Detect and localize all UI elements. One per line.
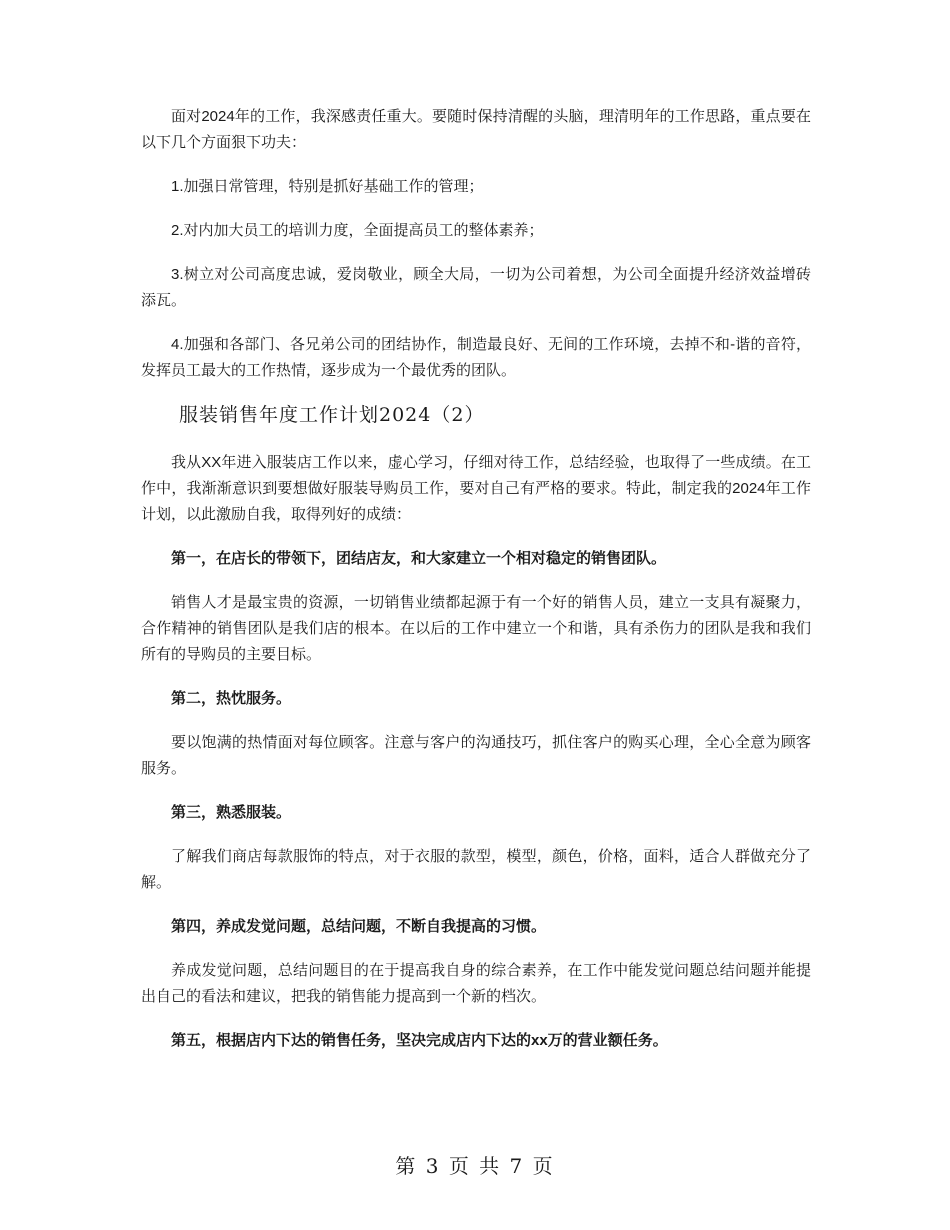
- point-heading-1: 第一，在店长的带领下，团结店友，和大家建立一个相对稳定的销售团队。: [171, 550, 667, 567]
- point-heading-2: 第二，热忱服务。: [171, 690, 292, 707]
- point-body-1: 销售人才是最宝贵的资源，一切销售业绩都起源于有一个好的销售人员，建立一支具有凝聚力，合作精神的销售团队是我们店的根本。在以后的工作中建立一个和谐，具有杀伤力的团队是我和我们所有的导购员的主要目标。: [141, 594, 811, 663]
- point-body-3: 了解我们商店每款服饰的特点，对于衣服的款型，模型，颜色，价格，面料，适合人群做充分了解。: [141, 848, 811, 891]
- page-number-footer: 第 3 页 共 7 页: [395, 1154, 555, 1178]
- paragraph-plan-intro: 我从XX年进入服装店工作以来，虚心学习，仔细对待工作，总结经验，也取得了一些成绩。在工作中，我渐渐意识到要想做好服装导购员工作，要对自己有严格的要求。特此，制定我的2024年工作计划，以此激励自我，取得列好的成绩：: [141, 454, 811, 523]
- list-item-1: 1.加强日常管理，特别是抓好基础工作的管理；: [171, 178, 484, 195]
- point-heading-5: 第五，根据店内下达的销售任务，坚决完成店内下达的xx万的营业额任务。: [171, 1032, 668, 1049]
- section-heading: 服装销售年度工作计划2024（2）: [179, 404, 485, 426]
- point-heading-4: 第四，养成发觉问题，总结问题，不断自我提高的习惯。: [171, 918, 547, 935]
- point-body-4: 养成发觉问题，总结问题目的在于提高我自身的综合素养，在工作中能发觉问题总结问题并能提出自己的看法和建议，把我的销售能力提高到一个新的档次。: [141, 962, 811, 1005]
- list-item-2: 2.对内加大员工的培训力度，全面提高员工的整体素养；: [171, 222, 544, 239]
- list-item-3: 3.树立对公司高度忠诚，爱岗敬业，顾全大局，一切为公司着想，为公司全面提升经济效益增砖添瓦。: [141, 266, 811, 309]
- point-body-2: 要以饱满的热情面对每位顾客。注意与客户的沟通技巧，抓住客户的购买心理，全心全意为顾客服务。: [141, 734, 811, 777]
- list-item-4: 4.加强和各部门、各兄弟公司的团结协作，制造最良好、无间的工作环境，去掉不和-谐的音符，发挥员工最大的工作热情，逐步成为一个最优秀的团队。: [141, 336, 811, 379]
- point-heading-3: 第三，熟悉服装。: [171, 804, 292, 821]
- document-body: [141, 104, 811, 1072]
- paragraph-intro: 面对2024年的工作，我深感责任重大。要随时保持清醒的头脑，理清明年的工作思路，重点要在以下几个方面狠下功夫：: [141, 108, 811, 151]
